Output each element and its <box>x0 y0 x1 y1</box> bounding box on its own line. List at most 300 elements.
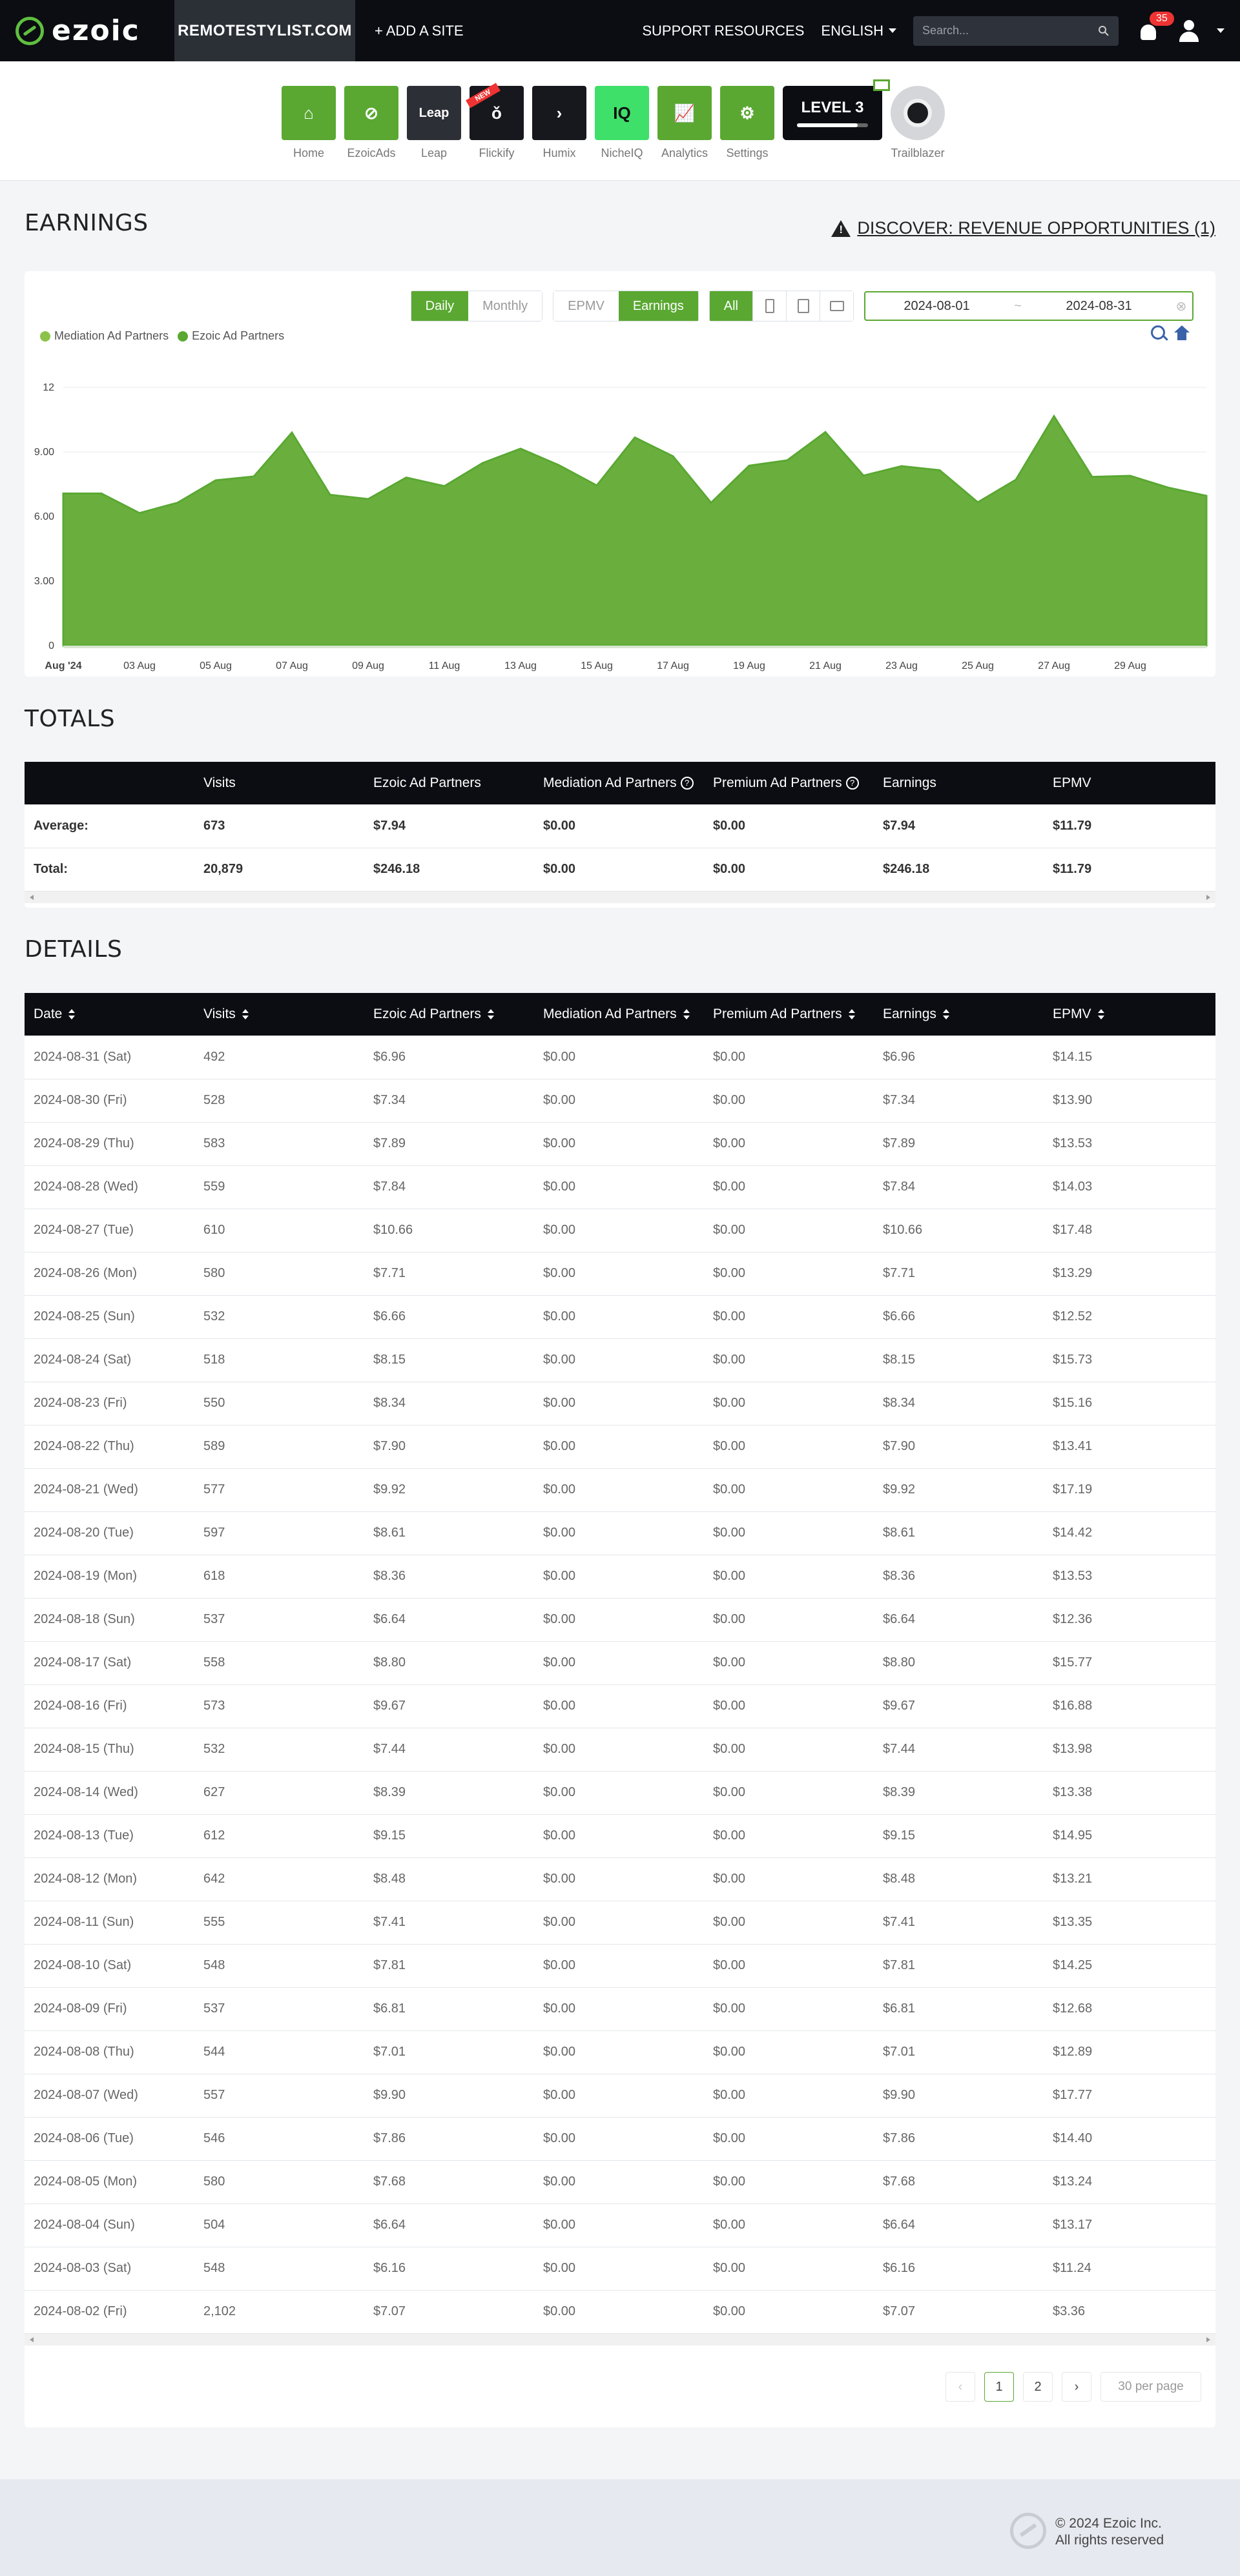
table-cell: $8.48 <box>874 1857 1044 1901</box>
column-header[interactable] <box>534 993 704 1036</box>
table-cell: $0.00 <box>534 1295 704 1338</box>
table-cell: 518 <box>194 1338 364 1382</box>
search-input[interactable] <box>922 24 1098 37</box>
table-cell: $14.42 <box>1044 1511 1215 1555</box>
table-cell: 2024-08-26 (Mon) <box>25 1252 194 1295</box>
table-cell: $0.00 <box>704 1598 874 1641</box>
discover-label: DISCOVER: REVENUE OPPORTUNITIES (1) <box>857 218 1215 238</box>
column-label: Premium Ad Partners <box>713 775 842 790</box>
language-selector[interactable] <box>821 23 896 39</box>
ezoic-logo-icon <box>16 17 44 45</box>
details-table <box>25 993 1215 2334</box>
table-cell: $7.34 <box>874 1079 1044 1122</box>
all-devices-button[interactable]: All <box>710 291 752 321</box>
table-cell: $8.34 <box>874 1382 1044 1425</box>
table-cell: $0.00 <box>704 1165 874 1209</box>
table-cell: 2024-08-23 (Fri) <box>25 1382 194 1425</box>
table-row <box>25 1209 1215 1252</box>
zoom-icon[interactable] <box>1151 325 1165 340</box>
add-site-link[interactable]: + ADD A SITE <box>375 22 464 39</box>
table-cell: $8.36 <box>874 1555 1044 1598</box>
table-cell: 2024-08-25 (Sun) <box>25 1295 194 1338</box>
table-cell: $15.77 <box>1044 1641 1215 1684</box>
sort-icon[interactable] <box>68 1009 75 1019</box>
column-header[interactable] <box>874 993 1044 1036</box>
column-header[interactable] <box>25 993 194 1036</box>
table-cell: $7.44 <box>364 1728 534 1771</box>
page-1-button[interactable]: 1 <box>984 2372 1014 2402</box>
table-cell: 548 <box>194 2247 364 2290</box>
table-row <box>25 1252 1215 1295</box>
table-cell: 548 <box>194 1944 364 1987</box>
table-cell: $246.18 <box>874 848 1044 891</box>
table-cell: $0.00 <box>704 1684 874 1728</box>
legend-ezoic[interactable] <box>178 329 284 343</box>
x-tick-label: 21 Aug <box>809 660 842 671</box>
table-cell: 537 <box>194 1987 364 2030</box>
scroll-right-icon[interactable] <box>1206 2337 1210 2342</box>
table-row <box>25 848 1215 891</box>
table-cell: $13.29 <box>1044 1252 1215 1295</box>
totals-body <box>25 804 1215 891</box>
table-cell: $7.81 <box>364 1944 534 1987</box>
user-menu-button[interactable] <box>1178 20 1200 42</box>
table-cell: $0.00 <box>704 2030 874 2074</box>
column-header <box>25 762 194 804</box>
support-resources-link[interactable]: SUPPORT RESOURCES <box>642 22 805 39</box>
table-cell: $0.00 <box>534 1209 704 1252</box>
table-cell: $10.66 <box>364 1209 534 1252</box>
site-selector[interactable]: REMOTESTYLIST.COM <box>174 0 355 61</box>
table-cell: $6.64 <box>874 1598 1044 1641</box>
table-cell: 504 <box>194 2203 364 2247</box>
table-cell: $8.80 <box>874 1641 1044 1684</box>
horizontal-scrollbar[interactable] <box>25 892 1215 903</box>
table-cell: 555 <box>194 1901 364 1944</box>
table-row <box>25 1771 1215 1814</box>
reset-zoom-home-icon[interactable] <box>1174 325 1190 341</box>
level-label: LEVEL 3 <box>801 99 864 116</box>
app-home[interactable] <box>282 86 336 160</box>
earnings-area-chart <box>25 355 1215 671</box>
table-cell: $7.07 <box>364 2290 534 2333</box>
app-flickify[interactable] <box>470 86 524 160</box>
table-cell: Total: <box>25 848 194 891</box>
table-row <box>25 1165 1215 1209</box>
table-cell: 618 <box>194 1555 364 1598</box>
prev-page-button[interactable]: ‹ <box>946 2372 975 2402</box>
table-cell: $0.00 <box>534 2117 704 2160</box>
table-cell: $12.36 <box>1044 1598 1215 1641</box>
table-cell: $0.00 <box>534 1122 704 1165</box>
legend-swatch <box>178 331 188 342</box>
table-cell: $7.07 <box>874 2290 1044 2333</box>
table-cell: 2,102 <box>194 2290 364 2333</box>
table-cell: 2024-08-05 (Mon) <box>25 2160 194 2203</box>
table-cell: $7.71 <box>364 1252 534 1295</box>
trailblazer-avatar <box>891 86 945 140</box>
search-icon[interactable] <box>1098 25 1110 37</box>
app-label: Settings <box>726 147 769 159</box>
table-row <box>25 2074 1215 2117</box>
table-cell: $8.34 <box>364 1382 534 1425</box>
table-cell: $15.16 <box>1044 1382 1215 1425</box>
daily-button[interactable]: Daily <box>411 291 468 321</box>
table-row <box>25 1382 1215 1425</box>
table-cell: $0.00 <box>704 2247 874 2290</box>
notifications-button[interactable] <box>1135 12 1168 44</box>
table-cell: $7.34 <box>364 1079 534 1122</box>
column-label: Date <box>34 1007 63 1021</box>
table-cell: 2024-08-07 (Wed) <box>25 2074 194 2117</box>
table-cell: $12.68 <box>1044 1987 1215 2030</box>
table-cell: $14.40 <box>1044 2117 1215 2160</box>
table-cell: 2024-08-10 (Sat) <box>25 1944 194 1987</box>
scroll-right-icon[interactable] <box>1206 895 1210 900</box>
search-box <box>913 16 1119 46</box>
x-tick-label: 29 Aug <box>1114 660 1146 671</box>
table-cell: $6.64 <box>364 1598 534 1641</box>
table-cell: 2024-08-12 (Mon) <box>25 1857 194 1901</box>
table-cell: $7.81 <box>874 1944 1044 1987</box>
table-cell: $246.18 <box>364 848 534 891</box>
table-cell: 2024-08-13 (Tue) <box>25 1814 194 1857</box>
table-cell: $9.15 <box>874 1814 1044 1857</box>
table-cell: 532 <box>194 1728 364 1771</box>
column-label: Visits <box>203 1007 236 1021</box>
table-cell: $15.73 <box>1044 1338 1215 1382</box>
column-label: EPMV <box>1053 775 1091 790</box>
app-ezoicads[interactable] <box>344 86 398 160</box>
table-row <box>25 1295 1215 1338</box>
table-cell: $14.15 <box>1044 1036 1215 1079</box>
table-cell: $7.84 <box>364 1165 534 1209</box>
details-header-row <box>25 993 1215 1036</box>
discover-revenue-link[interactable] <box>831 218 1215 238</box>
legend-swatch <box>40 331 50 342</box>
app-analytics[interactable] <box>657 86 712 160</box>
column-header[interactable] <box>194 993 364 1036</box>
table-row <box>25 1079 1215 1122</box>
user-menu-chevron-icon[interactable] <box>1217 28 1224 33</box>
table-cell: 532 <box>194 1295 364 1338</box>
column-header <box>874 762 1044 804</box>
column-label: Ezoic Ad Partners <box>373 1007 481 1021</box>
table-cell: $0.00 <box>704 1079 874 1122</box>
desktop-device-button[interactable] <box>820 291 853 321</box>
table-cell: $13.35 <box>1044 1901 1215 1944</box>
brand-name: ezoic <box>52 14 140 47</box>
app-list <box>282 86 945 160</box>
table-cell: $0.00 <box>704 2117 874 2160</box>
scroll-left-icon[interactable] <box>30 895 34 900</box>
table-cell: $0.00 <box>704 1641 874 1684</box>
table-cell: $0.00 <box>534 1252 704 1295</box>
chevron-down-icon <box>889 28 896 33</box>
start-date[interactable]: 2024-08-01 <box>904 298 970 313</box>
table-cell: $0.00 <box>704 1728 874 1771</box>
table-cell: $0.00 <box>534 1382 704 1425</box>
date-range-picker[interactable] <box>864 291 1194 321</box>
table-cell: $7.41 <box>874 1901 1044 1944</box>
sort-icon[interactable] <box>849 1009 855 1019</box>
table-cell: $11.79 <box>1044 848 1215 891</box>
metric-toggle <box>553 291 699 322</box>
table-cell: $6.96 <box>874 1036 1044 1079</box>
warning-icon <box>831 220 851 237</box>
y-tick-label: 6.00 <box>34 511 54 522</box>
table-cell: $0.00 <box>534 1511 704 1555</box>
table-cell: 2024-08-20 (Tue) <box>25 1511 194 1555</box>
table-cell: $0.00 <box>534 1165 704 1209</box>
table-cell: 577 <box>194 1468 364 1511</box>
table-cell: 2024-08-06 (Tue) <box>25 2117 194 2160</box>
chart-tools <box>1151 325 1190 341</box>
next-page-button[interactable]: › <box>1062 2372 1091 2402</box>
level-progress-bar <box>797 123 868 127</box>
app-trailblazer[interactable] <box>891 86 945 160</box>
table-cell: $0.00 <box>704 848 874 891</box>
table-cell: $0.00 <box>704 1814 874 1857</box>
table-cell: $0.00 <box>704 1901 874 1944</box>
app-label: EzoicAds <box>347 147 396 159</box>
x-tick-label: 09 Aug <box>352 660 384 671</box>
column-label: Mediation Ad Partners <box>543 775 677 790</box>
table-cell: $0.00 <box>704 1252 874 1295</box>
column-label: Earnings <box>883 1007 936 1021</box>
table-cell: $0.00 <box>534 2203 704 2247</box>
table-row <box>25 2290 1215 2333</box>
table-cell: $17.77 <box>1044 2074 1215 2117</box>
column-header <box>704 762 874 804</box>
table-cell: $0.00 <box>534 1641 704 1684</box>
footer <box>0 2479 1240 2576</box>
sort-icon[interactable] <box>943 1009 949 1019</box>
table-row <box>25 2160 1215 2203</box>
clear-date-icon[interactable]: ⊗ <box>1175 299 1187 314</box>
table-cell: 2024-08-17 (Sat) <box>25 1641 194 1684</box>
app-label: Flickify <box>479 147 515 159</box>
x-tick-label: 15 Aug <box>581 660 613 671</box>
column-label: Earnings <box>883 775 936 790</box>
period-toggle <box>411 291 542 322</box>
table-cell: $7.01 <box>364 2030 534 2074</box>
end-date[interactable]: 2024-08-31 <box>1066 298 1132 313</box>
table-cell: $8.48 <box>364 1857 534 1901</box>
copyright-line: © 2024 Ezoic Inc. <box>1055 2516 1162 2531</box>
table-row <box>25 1987 1215 2030</box>
home-icon: ⌂ <box>282 86 336 140</box>
column-header[interactable] <box>1044 993 1215 1036</box>
table-cell: $0.00 <box>704 804 874 848</box>
scroll-left-icon[interactable] <box>30 2337 34 2342</box>
table-cell: $0.00 <box>534 848 704 891</box>
help-icon[interactable]: ? <box>846 777 859 790</box>
table-cell: 2024-08-04 (Sun) <box>25 2203 194 2247</box>
table-cell: $7.86 <box>364 2117 534 2160</box>
column-header[interactable] <box>704 993 874 1036</box>
table-cell: $10.66 <box>874 1209 1044 1252</box>
table-row <box>25 1555 1215 1598</box>
horizontal-scrollbar[interactable] <box>25 2334 1215 2346</box>
tablet-icon <box>798 299 809 313</box>
table-cell: $0.00 <box>534 1901 704 1944</box>
copyright <box>1055 2515 1164 2549</box>
table-cell: $11.24 <box>1044 2247 1215 2290</box>
table-cell: $13.53 <box>1044 1555 1215 1598</box>
table-cell: 2024-08-11 (Sun) <box>25 1901 194 1944</box>
y-tick-label: 9.00 <box>34 447 54 458</box>
y-tick-label: 3.00 <box>34 576 54 587</box>
table-cell: $0.00 <box>534 2074 704 2117</box>
table-cell: $8.61 <box>364 1511 534 1555</box>
earnings-button[interactable]: Earnings <box>619 291 698 321</box>
table-cell: $7.84 <box>874 1165 1044 1209</box>
table-cell: $16.88 <box>1044 1684 1215 1728</box>
column-header[interactable] <box>364 993 534 1036</box>
table-cell: $0.00 <box>704 1468 874 1511</box>
table-cell: $0.00 <box>534 1036 704 1079</box>
table-cell: $9.67 <box>364 1684 534 1728</box>
table-cell: $0.00 <box>704 1425 874 1468</box>
table-cell: $7.90 <box>874 1425 1044 1468</box>
table-cell: 2024-08-08 (Thu) <box>25 2030 194 2074</box>
table-cell: $13.98 <box>1044 1728 1215 1771</box>
x-tick-label: 25 Aug <box>962 660 994 671</box>
table-cell: $7.86 <box>874 2117 1044 2160</box>
monthly-button[interactable]: Monthly <box>468 291 542 321</box>
table-row <box>25 1122 1215 1165</box>
table-cell: $0.00 <box>534 1857 704 1901</box>
table-cell: 528 <box>194 1079 364 1122</box>
table-cell: $0.00 <box>534 1338 704 1382</box>
table-cell: $0.00 <box>704 1036 874 1079</box>
table-row <box>25 1901 1215 1944</box>
user-icon <box>1184 20 1194 30</box>
sort-icon[interactable] <box>1098 1009 1104 1019</box>
table-row <box>25 1036 1215 1079</box>
table-row <box>25 2030 1215 2074</box>
totals-title: TOTALS <box>25 706 116 732</box>
table-cell: $9.92 <box>874 1468 1044 1511</box>
table-cell: $8.15 <box>874 1338 1044 1382</box>
x-tick-label: 13 Aug <box>504 660 537 671</box>
epmv-button[interactable]: EPMV <box>553 291 619 321</box>
tablet-device-button[interactable] <box>786 291 820 321</box>
table-row <box>25 2203 1215 2247</box>
table-row <box>25 1728 1215 1771</box>
x-tick-label: Aug '24 <box>45 660 82 671</box>
table-cell: $0.00 <box>534 2247 704 2290</box>
level-badge[interactable] <box>783 86 882 160</box>
humix-icon: › <box>532 86 586 140</box>
table-cell: $8.61 <box>874 1511 1044 1555</box>
app-humix[interactable] <box>532 86 586 160</box>
table-cell: $7.94 <box>364 804 534 848</box>
table-cell: $0.00 <box>704 2160 874 2203</box>
table-cell: 642 <box>194 1857 364 1901</box>
table-cell: 627 <box>194 1771 364 1814</box>
table-cell: $9.90 <box>874 2074 1044 2117</box>
table-cell: 2024-08-31 (Sat) <box>25 1036 194 1079</box>
table-cell: $0.00 <box>534 1771 704 1814</box>
column-label: Premium Ad Partners <box>713 1007 842 1021</box>
table-cell: $7.94 <box>874 804 1044 848</box>
table-cell: 2024-08-24 (Sat) <box>25 1338 194 1382</box>
table-row <box>25 1468 1215 1511</box>
sort-icon[interactable] <box>683 1009 690 1019</box>
app-label: Home <box>293 147 324 159</box>
user-icon-body <box>1179 32 1199 42</box>
table-cell: $6.64 <box>364 2203 534 2247</box>
table-cell: $7.90 <box>364 1425 534 1468</box>
app-launcher-bar <box>0 61 1240 181</box>
table-cell: 573 <box>194 1684 364 1728</box>
table-cell: 2024-08-22 (Thu) <box>25 1425 194 1468</box>
table-cell: $0.00 <box>534 1468 704 1511</box>
chart-legend <box>40 329 284 343</box>
ezoic-footer-logo-icon <box>1010 2513 1046 2549</box>
x-tick-label: 05 Aug <box>200 660 232 671</box>
table-cell: $9.92 <box>364 1468 534 1511</box>
table-cell: 597 <box>194 1511 364 1555</box>
series-area-ezoic-ad-partners[interactable] <box>63 416 1206 646</box>
table-cell: $6.16 <box>874 2247 1044 2290</box>
table-cell: $6.81 <box>874 1987 1044 2030</box>
table-cell: $14.25 <box>1044 1944 1215 1987</box>
sort-icon[interactable] <box>242 1009 249 1019</box>
table-cell: $7.44 <box>874 1728 1044 1771</box>
app-nicheiq[interactable] <box>595 86 649 160</box>
x-tick-label: 11 Aug <box>428 660 460 671</box>
table-cell: 537 <box>194 1598 364 1641</box>
details-title: DETAILS <box>25 936 123 963</box>
ezoic-logo[interactable] <box>0 0 174 61</box>
table-cell: 558 <box>194 1641 364 1684</box>
mobile-device-button[interactable] <box>752 291 786 321</box>
table-cell: $0.00 <box>704 1338 874 1382</box>
column-header <box>194 762 364 804</box>
desktop-icon <box>830 301 844 311</box>
details-body <box>25 1036 1215 2333</box>
help-icon[interactable]: ? <box>681 777 694 790</box>
per-page-select[interactable]: 30 per page <box>1100 2372 1201 2402</box>
table-row <box>25 1684 1215 1728</box>
app-settings[interactable] <box>720 86 774 160</box>
table-cell: $3.36 <box>1044 2290 1215 2333</box>
table-cell: $13.41 <box>1044 1425 1215 1468</box>
table-cell: 589 <box>194 1425 364 1468</box>
legend-label: Mediation Ad Partners <box>54 329 169 342</box>
x-tick-label: 07 Aug <box>276 660 308 671</box>
table-cell: 2024-08-21 (Wed) <box>25 1468 194 1511</box>
column-label: Visits <box>203 775 236 790</box>
app-leap[interactable] <box>407 86 461 160</box>
table-cell: 2024-08-18 (Sun) <box>25 1598 194 1641</box>
table-cell: $8.39 <box>874 1771 1044 1814</box>
sort-icon[interactable] <box>488 1009 494 1019</box>
table-cell: $0.00 <box>704 2074 874 2117</box>
x-tick-label: 03 Aug <box>123 660 156 671</box>
table-cell: 2024-08-28 (Wed) <box>25 1165 194 1209</box>
column-header <box>364 762 534 804</box>
table-cell: $0.00 <box>704 1511 874 1555</box>
legend-mediation[interactable] <box>40 329 169 343</box>
column-header <box>1044 762 1215 804</box>
earnings-title: EARNINGS <box>25 210 149 236</box>
y-tick-label: 12 <box>43 382 54 393</box>
page-2-button[interactable]: 2 <box>1023 2372 1053 2402</box>
